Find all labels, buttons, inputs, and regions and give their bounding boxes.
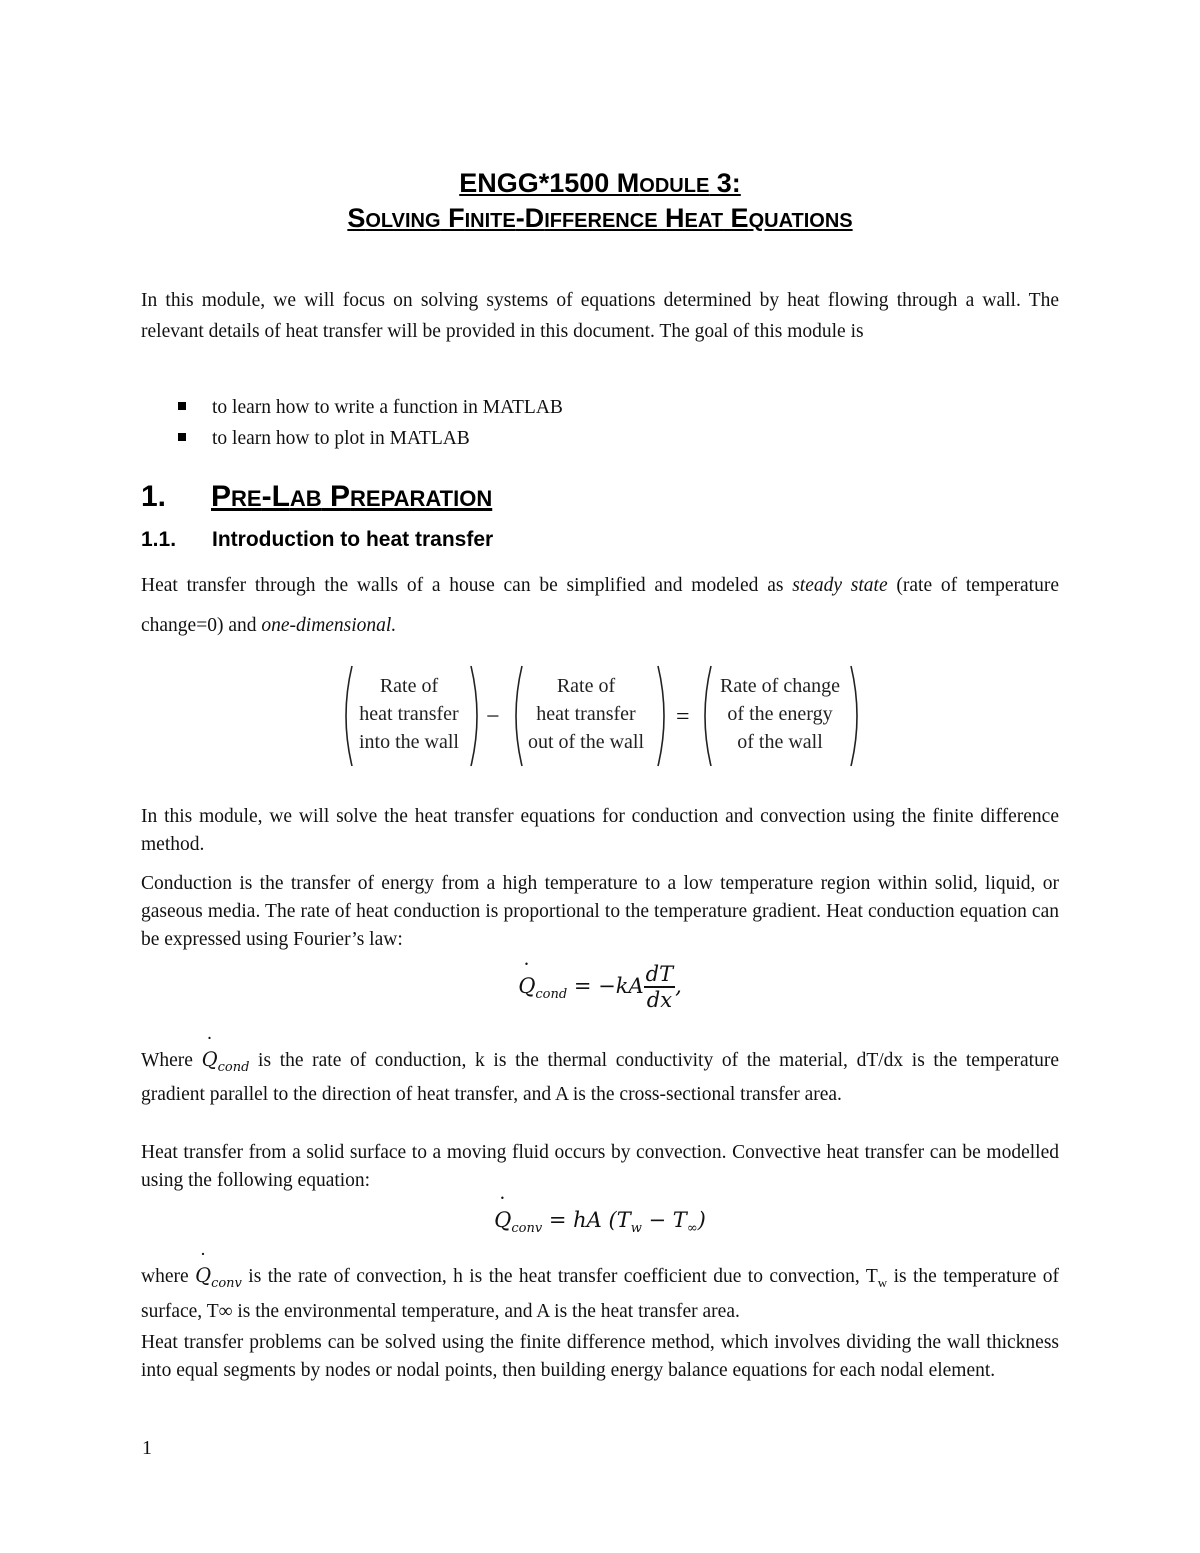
section-heading-1-1: 1.1. Introduction to heat transfer <box>141 528 494 551</box>
right-paren-icon <box>469 664 485 768</box>
minus-sign: − <box>486 704 500 730</box>
document-title-line2: SOLVING FINITE-DIFFERENCE HEAT EQUATIONS <box>347 203 853 233</box>
section-heading-1: 1. PRE-LAB PREPARATION <box>141 480 493 513</box>
matrix-col-out: Rate of heat transfer out of the wall <box>527 675 645 753</box>
conduction-definitions-paragraph: Where ˙ $Q_{cond}$ is the rate of conduction, k is the thermal conductivity of the material, dT/dx is the temperature gradient parallel to the direction of heat transfer, and A is the cross-sectional transfer area. <box>141 1046 1059 1108</box>
bullet-square-icon <box>178 433 186 441</box>
page-number: 1 <box>142 1437 152 1459</box>
right-paren-icon <box>849 664 865 768</box>
list-item: to learn how to plot in MATLAB <box>174 423 563 454</box>
conduction-paragraph: Conduction is the transfer of energy from a high temperature to a low temperature region within solid, liquid, or gaseous media. The rate of heat conduction is proportional to the temperature gradient. Heat conduction equation can be expressed using Fourier’s law: <box>141 873 1059 950</box>
bullet-square-icon <box>178 402 186 410</box>
matrix-col-change: Rate of change of the energy of the wall <box>720 675 840 753</box>
conduction-equation: ˙ $Q_{cond} = -kA$ $\frac{dT}{dx}$ , <box>0 962 1200 1012</box>
right-paren-icon <box>656 664 672 768</box>
matrix-col-in: Rate of heat transfer into the wall <box>359 675 459 753</box>
finite-difference-paragraph: Heat transfer problems can be solved using the finite difference method, which involves dividing the wall thickness into equal segments by nodes or nodal points, then building energy balance equations for each nodal element. <box>141 1332 1059 1381</box>
equals-sign: = <box>676 704 690 730</box>
method-paragraph: In this module, we will solve the heat transfer equations for conduction and convection using the finite difference method. <box>141 806 1059 855</box>
heat-transfer-paragraph: Heat transfer through the walls of a house can be simplified and modeled as steady state (rate of temperature change=0) and one-dimensional. <box>141 575 1059 636</box>
intro-paragraph: In this module, we will focus on solving systems of equations determined by heat flowing through a wall. The relevant details of heat transfer will be provided in this document. The goal of this module is <box>141 290 1059 342</box>
document-title-line1: ENGG*1500 MODULE 3: <box>459 168 741 198</box>
goals-list <box>174 392 563 454</box>
convection-equation: ˙ $Q_{conv}$ = hA $(T_w - T_\infty)$ <box>0 1208 1200 1236</box>
convection-paragraph: Heat transfer from a solid surface to a moving fluid occurs by convection. Convective heat transfer can be modelled using the following equation: <box>141 1142 1059 1191</box>
list-item: to learn how to write a function in MATLAB <box>174 392 563 423</box>
convection-definitions-paragraph: where ˙ $Q_{conv}$ is the rate of convection, h is the heat transfer coefficient due to convection, $T_w$ is the temperature of surface, T∞ is the environmental temperature, and A is the heat transfer area. <box>141 1262 1059 1326</box>
